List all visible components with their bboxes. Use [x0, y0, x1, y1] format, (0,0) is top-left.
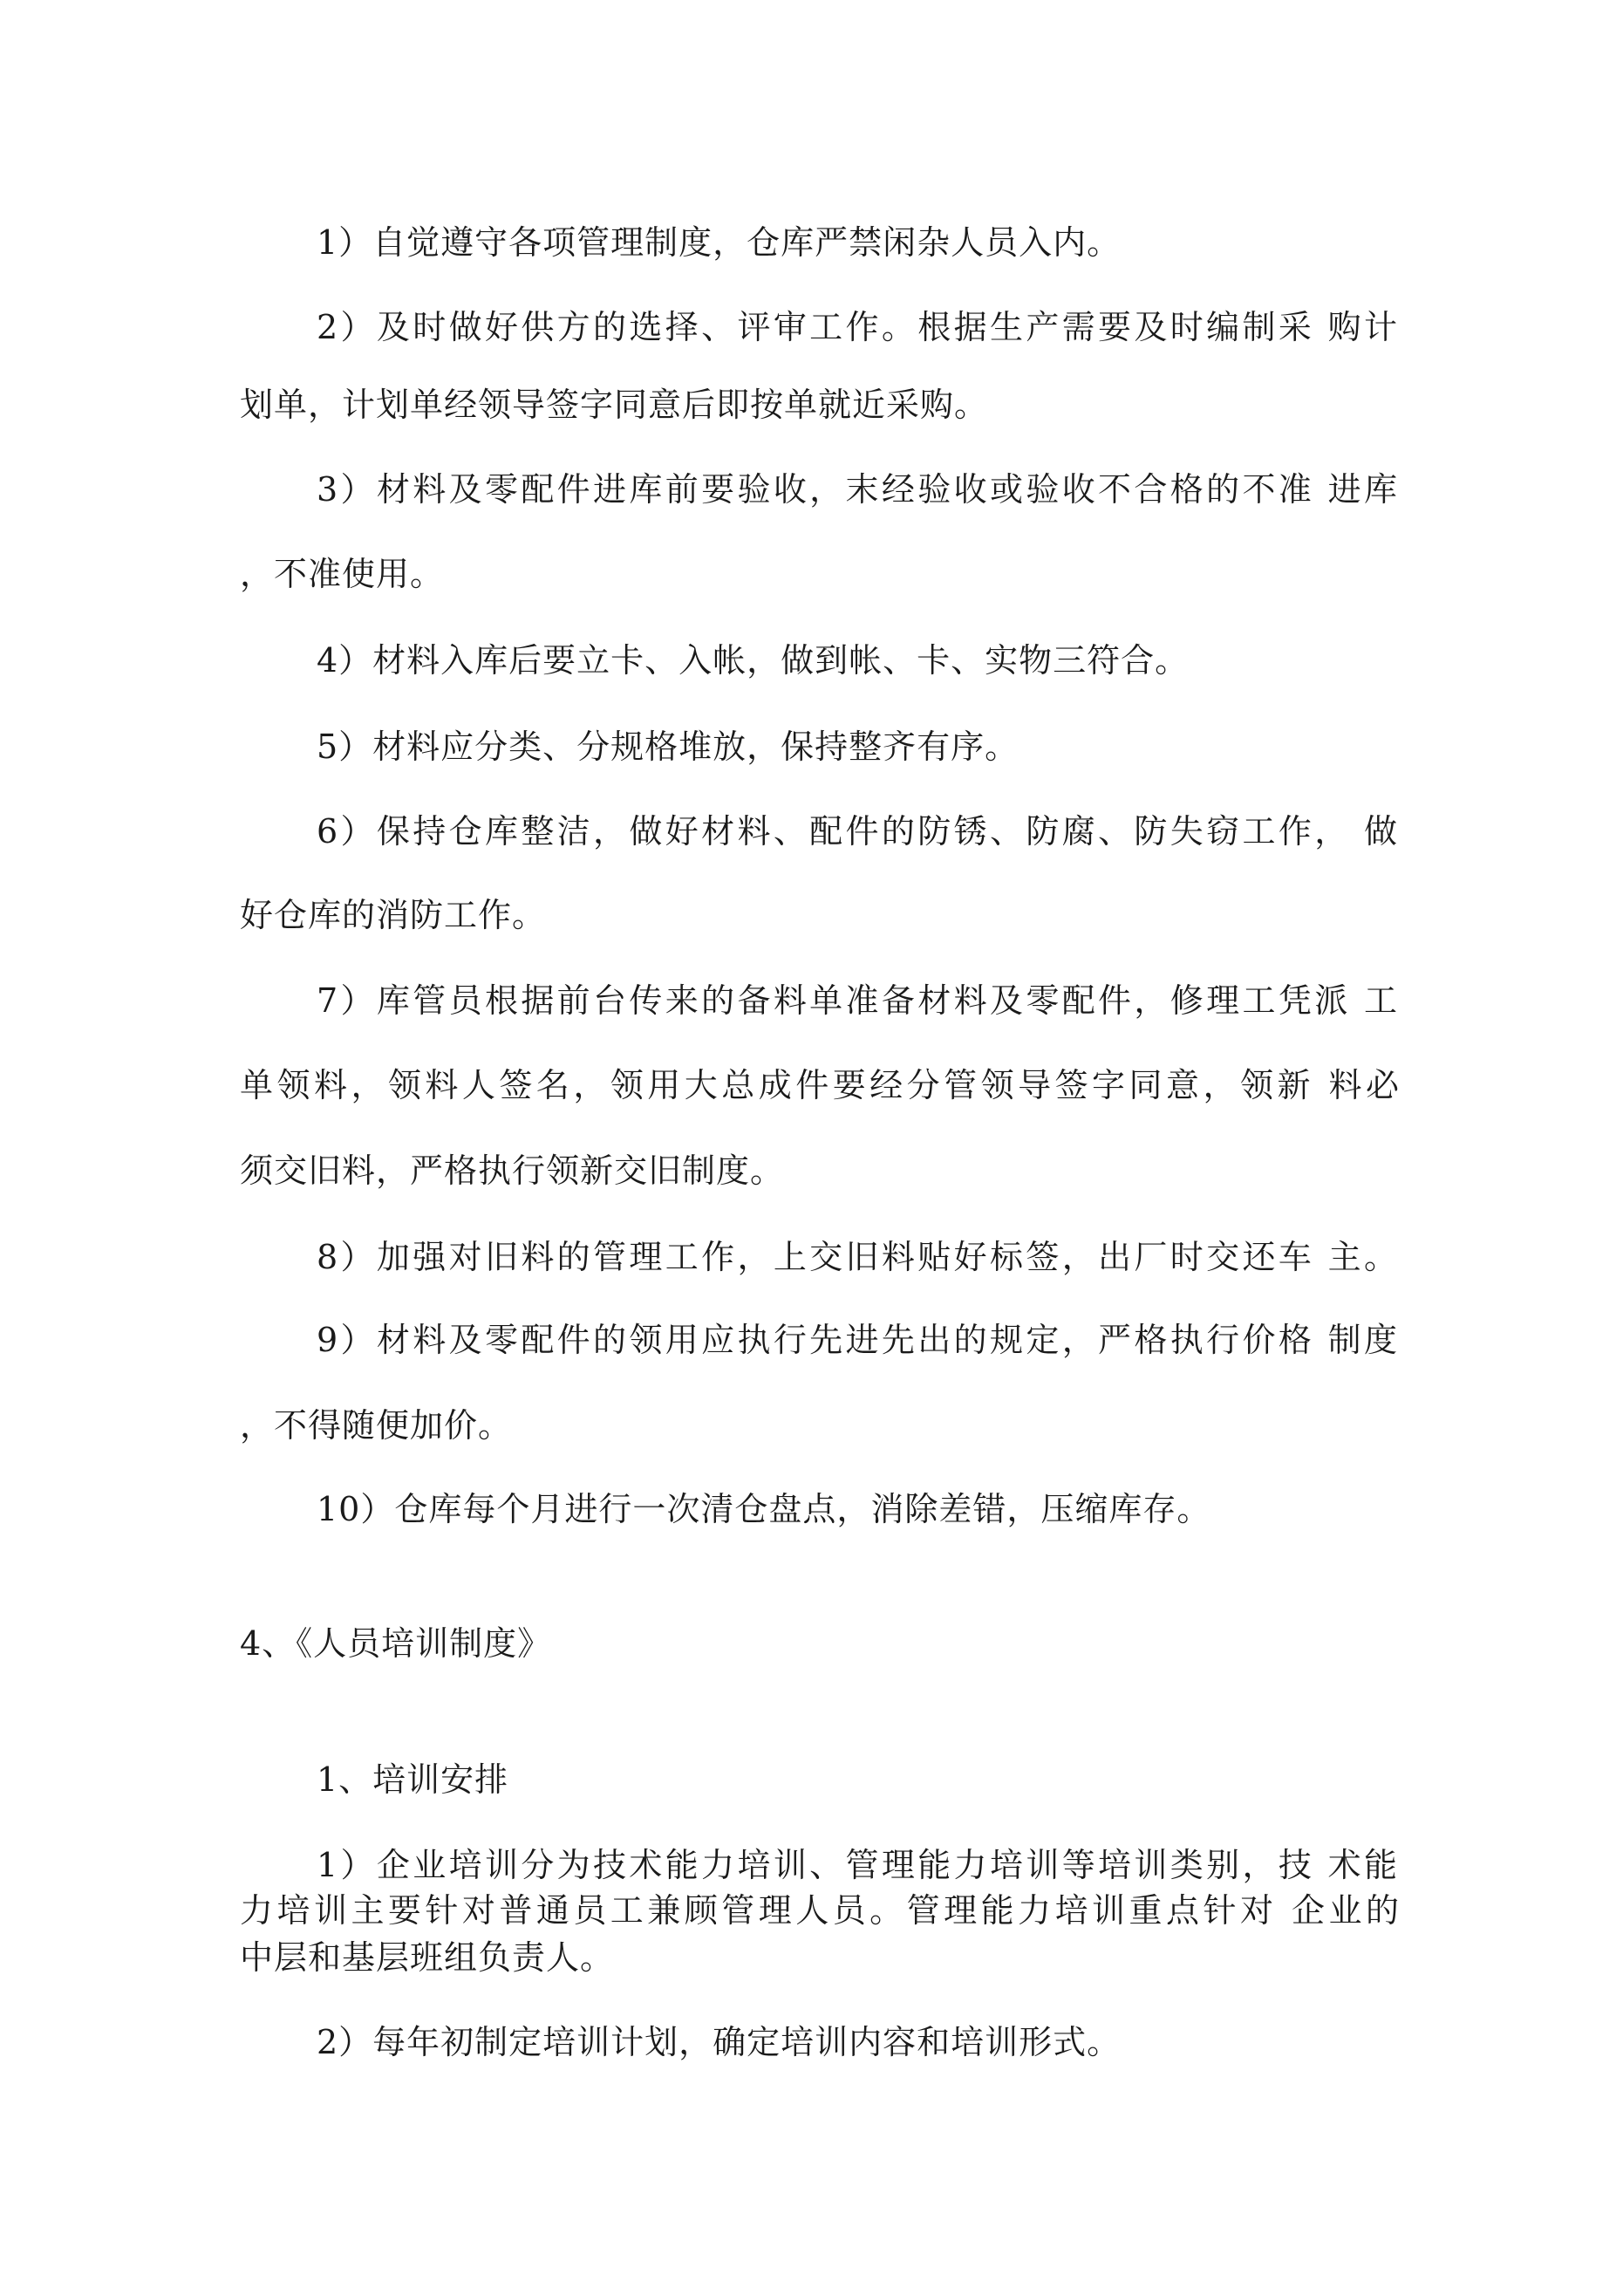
- text-line: ，不准使用。: [240, 555, 445, 593]
- text-line: 5）材料应分类、分规格堆放，保持整齐有序。: [317, 728, 1019, 766]
- text-line: 力培训主要针对普通员工兼顾管理人员。管理能力培训重点针对 企业的: [240, 1891, 1400, 1930]
- text-line: 2）每年初制定培训计划，确定培训内容和培训形式。: [317, 2023, 1122, 2061]
- text-line: 划单，计划单经领导签字同意后即按单就近采购。: [240, 386, 989, 424]
- text-line: 6）保持仓库整洁，做好材料、配件的防锈、防腐、防失窃工作， 做: [317, 812, 1398, 851]
- text-line: 4）材料入库后要立卡、入帐，做到帐、卡、实物三符合。: [317, 641, 1190, 680]
- subsection-heading: 1、培训安排: [317, 1760, 509, 1799]
- text-line: 单领料，领料人签名，领用大总成件要经分管领导签字同意，领新 料必: [240, 1066, 1400, 1104]
- text-line: 3）材料及零配件进库前要验收，末经验收或验收不合格的不准 进库: [317, 470, 1398, 509]
- text-line: 7）库管员根据前台传来的备料单准备材料及零配件，修理工凭派 工: [317, 981, 1398, 1020]
- text-line: ，不得随便加价。: [240, 1406, 513, 1445]
- text-line: 须交旧料，严格执行领新交旧制度。: [240, 1151, 785, 1190]
- text-line: 1）自觉遵守各项管理制度，仓库严禁闲杂人员入内。: [317, 223, 1122, 262]
- text-line: 1）企业培训分为技术能力培训、管理能力培训等培训类别，技 术能: [317, 1846, 1398, 1884]
- text-line: 9）材料及零配件的领用应执行先进先出的规定，严格执行价格 制度: [317, 1321, 1398, 1359]
- text-line: 10）仓库每个月进行一次清仓盘点，消除差错，压缩库存。: [317, 1490, 1211, 1528]
- text-line: 中层和基层班组负责人。: [240, 1938, 615, 1977]
- text-line: 2）及时做好供方的选择、评审工作。根据生产需要及时编制采 购计: [317, 308, 1398, 346]
- section-heading: 4、《人员培训制度》: [240, 1624, 552, 1663]
- text-line: 好仓库的消防工作。: [240, 896, 547, 934]
- text-line: 8）加强对旧料的管理工作，上交旧料贴好标签，出厂时交还车 主。: [317, 1238, 1398, 1276]
